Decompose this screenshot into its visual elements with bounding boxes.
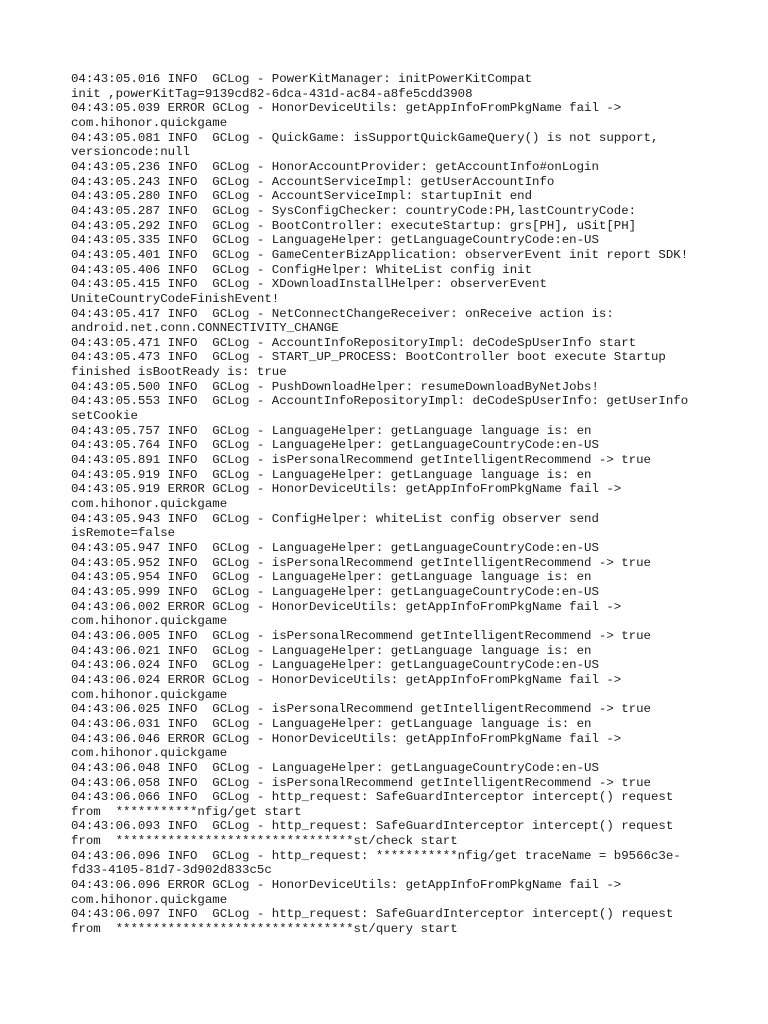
log-line: 04:43:06.058 INFO GCLog - isPersonalRecommend getIntelligentRecommend -> true bbox=[71, 775, 651, 790]
log-line: from ********************************st/check start bbox=[71, 834, 458, 849]
log-line: 04:43:05.287 INFO GCLog - SysConfigChecker: countryCode:PH,lastCountryCode: bbox=[71, 203, 637, 218]
log-line: 04:43:06.096 INFO GCLog - http_request: ***********nfig/get traceName = b9566c3e- bbox=[71, 848, 681, 863]
log-line: 04:43:06.021 INFO GCLog - LanguageHelper: getLanguage language is: en bbox=[71, 643, 592, 658]
log-line: 04:43:05.401 INFO GCLog - GameCenterBizApplication: observerEvent init report SDK! bbox=[71, 247, 689, 262]
log-line: from ********************************st/query start bbox=[71, 922, 458, 937]
log-line: 04:43:05.954 INFO GCLog - LanguageHelper: getLanguage language is: en bbox=[71, 570, 592, 585]
log-line: 04:43:06.024 INFO GCLog - LanguageHelper: getLanguageCountryCode:en-US bbox=[71, 658, 599, 673]
log-line: 04:43:05.553 INFO GCLog - AccountInfoRepositoryImpl: deCodeSpUserInfo: getUserInfo bbox=[71, 394, 689, 409]
log-line: 04:43:05.236 INFO GCLog - HonorAccountProvider: getAccountInfo#onLogin bbox=[71, 159, 599, 174]
log-line: 04:43:05.016 INFO GCLog - PowerKitManager: initPowerKitCompat bbox=[71, 72, 533, 86]
log-line: 04:43:05.280 INFO GCLog - AccountServiceImpl: startupInit end bbox=[71, 189, 533, 204]
log-line: 04:43:05.473 INFO GCLog - START_UP_PROCESS: BootController boot execute Startup bbox=[71, 350, 666, 365]
log-line: versioncode:null bbox=[71, 145, 190, 160]
log-line: 04:43:06.066 INFO GCLog - http_request: SafeGuardInterceptor intercept() request bbox=[71, 790, 674, 805]
log-line: 04:43:05.891 INFO GCLog - isPersonalRecommend getIntelligentRecommend -> true bbox=[71, 453, 651, 468]
log-line: 04:43:05.292 INFO GCLog - BootController: executeStartup: grs[PH], uSit[PH] bbox=[71, 218, 637, 233]
log-line: fd33-4105-81d7-3d902d833c5c bbox=[71, 863, 272, 878]
log-line: 04:43:06.096 ERROR GCLog - HonorDeviceUtils: getAppInfoFromPkgName fail -> bbox=[71, 878, 622, 893]
log-line: 04:43:05.471 INFO GCLog - AccountInfoRepositoryImpl: deCodeSpUserInfo start bbox=[71, 335, 637, 350]
log-line: com.hihonor.quickgame bbox=[71, 746, 228, 761]
log-line: 04:43:05.943 INFO GCLog - ConfigHelper: whiteList config observer send bbox=[71, 511, 599, 526]
log-line: com.hihonor.quickgame bbox=[71, 687, 228, 702]
log-line: 04:43:05.952 INFO GCLog - isPersonalRecommend getIntelligentRecommend -> true bbox=[71, 555, 651, 570]
log-line: 04:43:05.243 INFO GCLog - AccountServiceImpl: getUserAccountInfo bbox=[71, 174, 555, 189]
log-line: 04:43:05.919 INFO GCLog - LanguageHelper: getLanguage language is: en bbox=[71, 467, 592, 482]
log-line: com.hihonor.quickgame bbox=[71, 614, 228, 629]
log-line: 04:43:05.757 INFO GCLog - LanguageHelper: getLanguage language is: en bbox=[71, 423, 592, 438]
log-line: 04:43:06.002 ERROR GCLog - HonorDeviceUtils: getAppInfoFromPkgName fail -> bbox=[71, 599, 622, 614]
log-line: isRemote=false bbox=[71, 526, 176, 541]
log-line: 04:43:05.335 INFO GCLog - LanguageHelper: getLanguageCountryCode:en-US bbox=[71, 233, 599, 248]
log-line: 04:43:05.415 INFO GCLog - XDownloadInstallHelper: observerEvent bbox=[71, 277, 547, 292]
log-line: from ***********nfig/get start bbox=[71, 804, 302, 819]
log-line: 04:43:05.500 INFO GCLog - PushDownloadHelper: resumeDownloadByNetJobs! bbox=[71, 379, 599, 394]
log-line: 04:43:06.097 INFO GCLog - http_request: SafeGuardInterceptor intercept() request bbox=[71, 907, 674, 922]
log-line: 04:43:05.999 INFO GCLog - LanguageHelper: getLanguageCountryCode:en-US bbox=[71, 584, 599, 599]
log-line: 04:43:06.093 INFO GCLog - http_request: SafeGuardInterceptor intercept() request bbox=[71, 819, 674, 834]
log-line: init ,powerKitTag=9139cd82-6dca-431d-ac84-a8fe5cdd3908 bbox=[71, 86, 473, 101]
log-line: 04:43:06.048 INFO GCLog - LanguageHelper: getLanguageCountryCode:en-US bbox=[71, 760, 599, 775]
log-document bbox=[71, 72, 741, 937]
log-line: com.hihonor.quickgame bbox=[71, 892, 228, 907]
log-line: 04:43:05.764 INFO GCLog - LanguageHelper: getLanguageCountryCode:en-US bbox=[71, 438, 599, 453]
log-line: 04:43:05.919 ERROR GCLog - HonorDeviceUtils: getAppInfoFromPkgName fail -> bbox=[71, 482, 622, 497]
log-line: 04:43:06.031 INFO GCLog - LanguageHelper: getLanguage language is: en bbox=[71, 716, 592, 731]
log-line: 04:43:06.025 INFO GCLog - isPersonalRecommend getIntelligentRecommend -> true bbox=[71, 702, 651, 717]
log-line: com.hihonor.quickgame bbox=[71, 115, 228, 130]
log-line: 04:43:06.046 ERROR GCLog - HonorDeviceUtils: getAppInfoFromPkgName fail -> bbox=[71, 731, 622, 746]
log-line: 04:43:06.005 INFO GCLog - isPersonalRecommend getIntelligentRecommend -> true bbox=[71, 628, 651, 643]
log-line: 04:43:06.024 ERROR GCLog - HonorDeviceUtils: getAppInfoFromPkgName fail -> bbox=[71, 672, 622, 687]
log-line: 04:43:05.039 ERROR GCLog - HonorDeviceUtils: getAppInfoFromPkgName fail -> bbox=[71, 101, 622, 116]
log-line: setCookie bbox=[71, 409, 138, 424]
log-line: UniteCountryCodeFinishEvent! bbox=[71, 291, 280, 306]
log-line: com.hihonor.quickgame bbox=[71, 497, 228, 512]
log-line: 04:43:05.947 INFO GCLog - LanguageHelper: getLanguageCountryCode:en-US bbox=[71, 541, 599, 555]
log-line: finished isBootReady is: true bbox=[71, 365, 287, 380]
log-line: android.net.conn.CONNECTIVITY_CHANGE bbox=[71, 321, 339, 336]
log-line: 04:43:05.417 INFO GCLog - NetConnectChangeReceiver: onReceive action is: bbox=[71, 306, 614, 321]
log-line: 04:43:05.406 INFO GCLog - ConfigHelper: WhiteList config init bbox=[71, 262, 533, 277]
log-line: 04:43:05.081 INFO GCLog - QuickGame: isSupportQuickGameQuery() is not support, bbox=[71, 130, 659, 145]
